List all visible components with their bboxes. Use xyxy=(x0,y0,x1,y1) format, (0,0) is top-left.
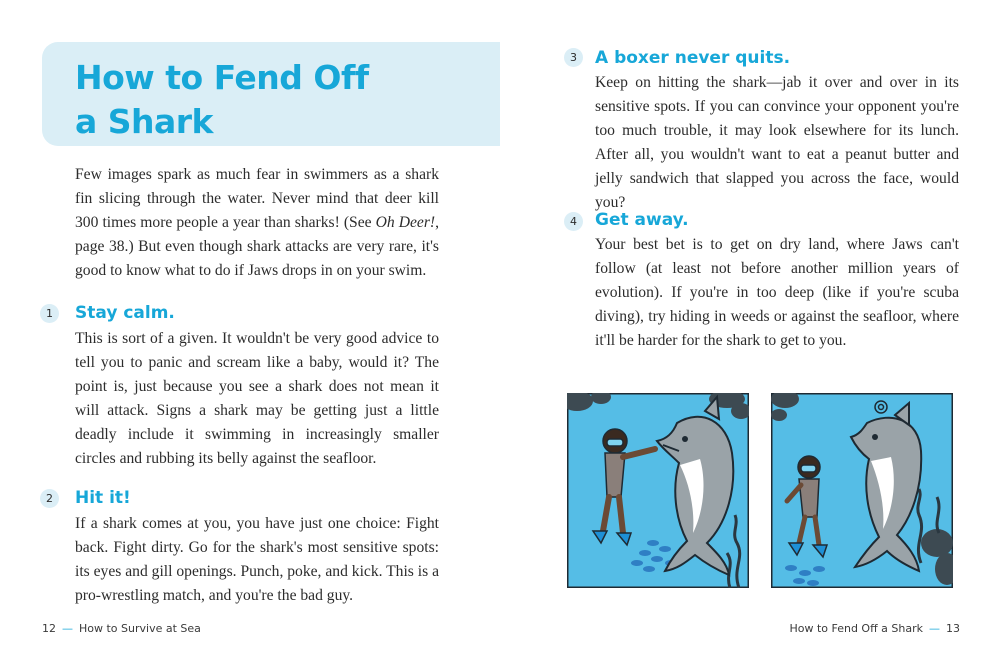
right-page-number: 13 xyxy=(946,622,960,635)
step-number-1: 1 xyxy=(40,304,59,323)
right-page xyxy=(500,0,1000,667)
intro-text-rest: , page 38.) But even though shark attacks are very rare, it's good to know what to do if Jaws drops in on your swim. xyxy=(75,214,439,279)
step-number-2: 2 xyxy=(40,489,59,508)
title-line-2: a Shark xyxy=(75,102,214,141)
intro-paragraph xyxy=(75,163,439,283)
step-number-4: 4 xyxy=(564,212,583,231)
step-heading-4: Get away. xyxy=(595,210,689,230)
right-footer xyxy=(789,622,960,635)
step-number-3: 3 xyxy=(564,48,583,67)
left-footer-dash: — xyxy=(62,622,73,635)
intro-text: Few images spark as much fear in swimmers as a shark fin slicing through the water. Never mind that deer kill 300 times more people a year than sharks! (See xyxy=(75,166,439,231)
page-title xyxy=(75,56,475,144)
step-body-3: Keep on hitting the shark—jab it over and over in its sensitive spots. If you can convince your opponent you're too much trouble, it may look elsewhere for its lunch. After all, you wouldn't want to eat a peanut butter and jelly sandwich that slapped you across the face, would you? xyxy=(595,74,959,211)
step-heading-2: Hit it! xyxy=(75,488,131,508)
right-footer-dash: — xyxy=(929,622,940,635)
right-footer-title: How to Fend Off a Shark xyxy=(789,622,923,635)
left-footer xyxy=(42,622,201,635)
step-body-4: Your best bet is to get on dry land, where Jaws can't follow (at least not before another million years of evolution). If you're in too deep (like if you're scuba diving), try hiding in weeds or against the seafloor, where it'll be harder for the shark to get to you. xyxy=(595,236,959,349)
intro-reference: Oh Deer! xyxy=(375,214,436,231)
step-body-2: If a shark comes at you, you have just one choice: Fight back. Fight dirty. Go for the shark's most sensitive spots: its eyes and gill openings. Punch, poke, and kick. This is a pro-wrestling match, and you're the bad guy. xyxy=(75,515,439,604)
step-body-1: This is sort of a given. It wouldn't be very good advice to tell you to panic and scream like a baby, would it? The point is, just because you see a shark does not mean it will attack. Signs a shark may be getting just a little deadly include it swimming in increasingly smaller circles and rubbing its belly against the seafloor. xyxy=(75,330,439,467)
illustration-panel-punch xyxy=(567,393,749,588)
title-line-1: How to Fend Off xyxy=(75,58,369,97)
left-footer-title: How to Survive at Sea xyxy=(79,622,201,635)
left-page-number: 12 xyxy=(42,622,56,635)
illustration-panel-escape xyxy=(771,393,953,588)
step-heading-3: A boxer never quits. xyxy=(595,48,791,68)
step-heading-1: Stay calm. xyxy=(75,303,175,323)
